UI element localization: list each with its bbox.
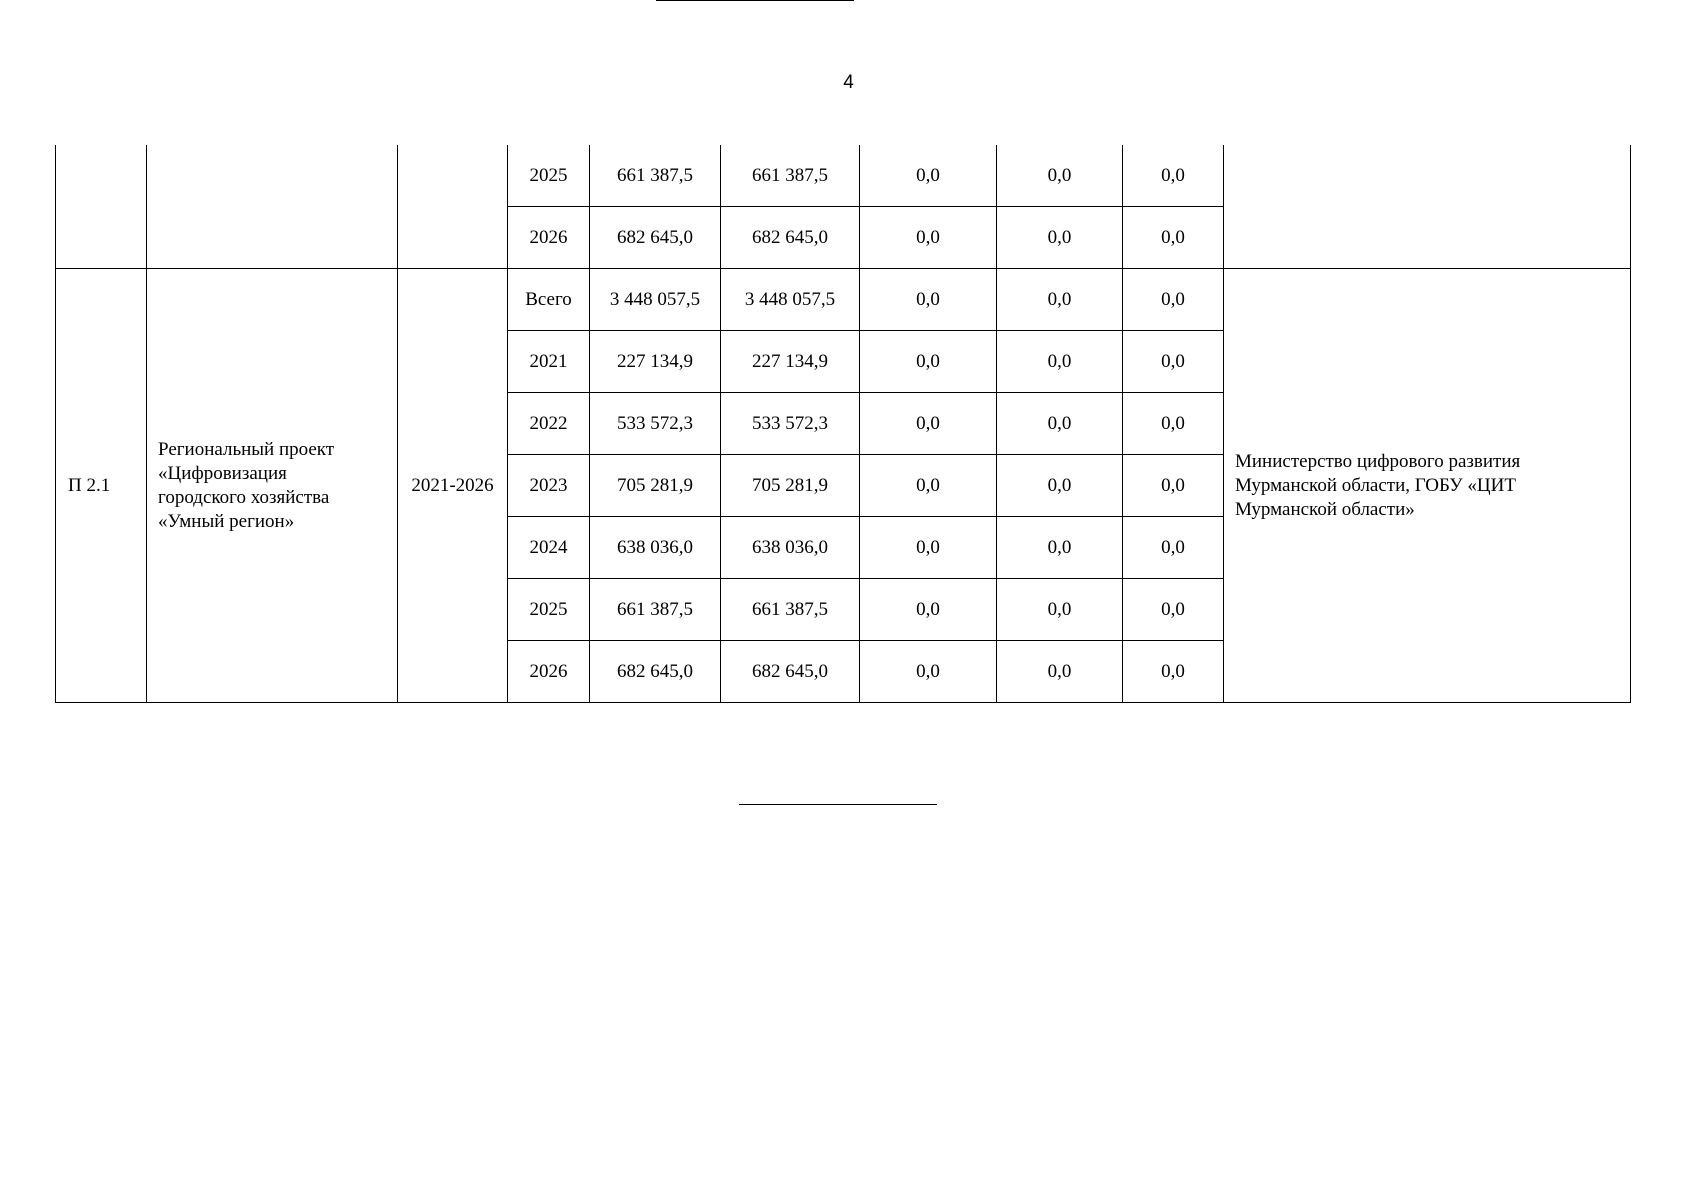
budget-cell: 533 572,3	[721, 393, 860, 455]
value-cell: 0,0	[1123, 207, 1224, 269]
executor-line: Мурманской области, ГОБУ «ЦИТ	[1235, 474, 1516, 496]
value-cell: 0,0	[1123, 517, 1224, 579]
value-cell: 0,0	[997, 393, 1123, 455]
budget-table	[55, 145, 1631, 703]
budget-cell: 3 448 057,5	[721, 269, 860, 331]
year-cell: 2024	[508, 517, 590, 579]
year-cell: 2022	[508, 393, 590, 455]
bottom-divider-line	[739, 804, 937, 805]
year-cell: 2025	[508, 145, 590, 207]
value-cell: 0,0	[1123, 269, 1224, 331]
total-cell: 661 387,5	[590, 145, 721, 207]
top-divider-line	[656, 0, 854, 1]
item-name-line: «Цифровизация	[158, 462, 287, 484]
total-cell: 682 645,0	[590, 641, 721, 703]
value-cell: 0,0	[997, 269, 1123, 331]
total-cell: 227 134,9	[590, 331, 721, 393]
item-name-line: городского хозяйства	[158, 486, 330, 508]
budget-cell: 661 387,5	[721, 145, 860, 207]
value-cell: 0,0	[1123, 393, 1224, 455]
item-name-line: Региональный проект	[158, 438, 335, 460]
value-cell: 0,0	[860, 393, 997, 455]
total-cell: 682 645,0	[590, 207, 721, 269]
value-cell: 0,0	[860, 207, 997, 269]
total-cell: 533 572,3	[590, 393, 721, 455]
budget-cell: 682 645,0	[721, 641, 860, 703]
code-cell	[56, 145, 147, 269]
year-cell: 2026	[508, 641, 590, 703]
value-cell: 0,0	[860, 641, 997, 703]
year-cell: 2026	[508, 207, 590, 269]
value-cell: 0,0	[860, 517, 997, 579]
period-cell	[398, 145, 508, 269]
executor-line: Министерство цифрового развития	[1235, 450, 1521, 472]
total-cell: 705 281,9	[590, 455, 721, 517]
year-cell: 2025	[508, 579, 590, 641]
total-cell: 661 387,5	[590, 579, 721, 641]
table-row	[56, 269, 1631, 331]
year-cell: 2021	[508, 331, 590, 393]
value-cell: 0,0	[997, 331, 1123, 393]
value-cell: 0,0	[860, 269, 997, 331]
year-cell: 2023	[508, 455, 590, 517]
budget-cell: 661 387,5	[721, 579, 860, 641]
budget-cell: 227 134,9	[721, 331, 860, 393]
item-period: 2021-2026	[398, 269, 508, 703]
value-cell: 0,0	[1123, 641, 1224, 703]
value-cell: 0,0	[1123, 455, 1224, 517]
value-cell: 0,0	[997, 145, 1123, 207]
value-cell: 0,0	[997, 517, 1123, 579]
budget-cell: 682 645,0	[721, 207, 860, 269]
executor-line: Мурманской области»	[1235, 498, 1415, 520]
value-cell: 0,0	[1123, 579, 1224, 641]
name-cell	[147, 145, 398, 269]
page-number: 4	[843, 72, 854, 93]
budget-cell: 638 036,0	[721, 517, 860, 579]
item-name-line: «Умный регион»	[158, 510, 295, 532]
value-cell: 0,0	[860, 331, 997, 393]
item-executor	[1224, 269, 1631, 703]
value-cell: 0,0	[997, 579, 1123, 641]
item-code: П 2.1	[56, 269, 147, 703]
value-cell: 0,0	[997, 207, 1123, 269]
total-cell: 638 036,0	[590, 517, 721, 579]
value-cell: 0,0	[1123, 331, 1224, 393]
value-cell: 0,0	[860, 579, 997, 641]
table-row	[56, 145, 1631, 207]
total-cell: 3 448 057,5	[590, 269, 721, 331]
executor-cell	[1224, 145, 1631, 269]
value-cell: 0,0	[860, 145, 997, 207]
value-cell: 0,0	[997, 641, 1123, 703]
value-cell: 0,0	[997, 455, 1123, 517]
value-cell: 0,0	[1123, 145, 1224, 207]
value-cell: 0,0	[860, 455, 997, 517]
budget-cell: 705 281,9	[721, 455, 860, 517]
year-cell: Всего	[508, 269, 590, 331]
item-name	[147, 269, 398, 703]
